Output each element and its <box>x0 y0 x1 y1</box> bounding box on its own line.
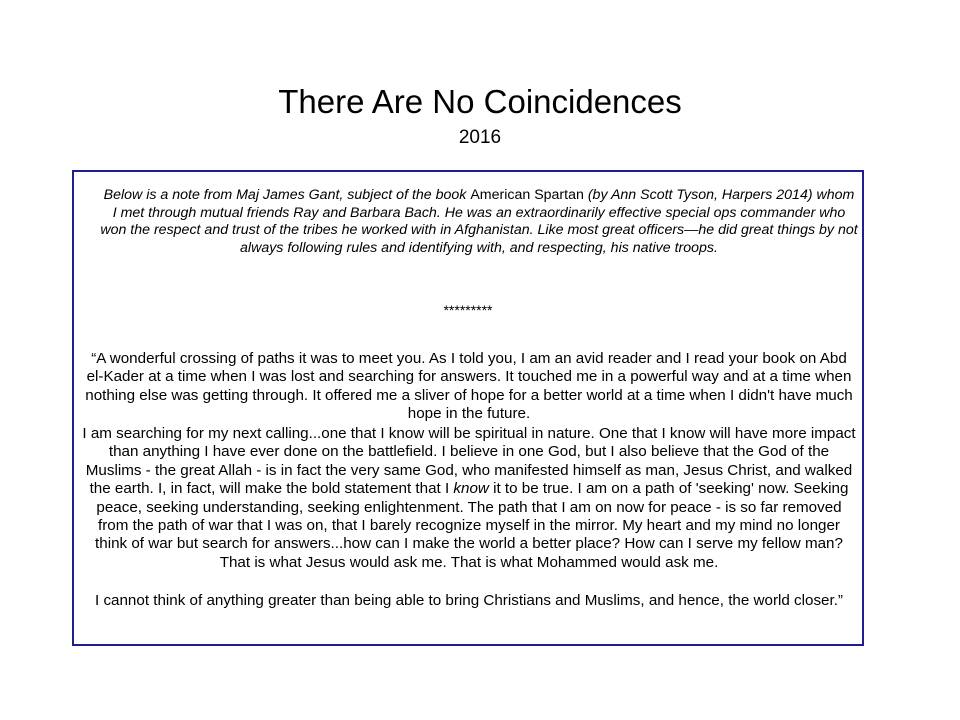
quote-paragraph-1: “A wonderful crossing of paths it was to meet you. As I told you, I am an avid reader and I read your book on Abd el-Kader at a time when I was lost and searching for answers. It touched me in a powerful way and at a time when nothing else was getting through. It offered me a sliver of hope for a better world at a time when I didn't have much hope in the future. <box>85 350 853 423</box>
book-title: American Spartan <box>470 187 584 203</box>
quote-paragraph-2 <box>82 425 856 572</box>
page-title: There Are No Coincidences <box>278 83 682 120</box>
quote-paragraph-3: I cannot think of anything greater than being able to bring Christians and Muslims, and hence, the world closer.” <box>95 592 843 609</box>
quote-p2-after: it to be true. I am on a path of 'seeking' now. Seeking peace, seeking understanding, seeking enlightenment. The path that I am on now for peace - is so far removed from the path of war that I was on, that I barely recognize myself in the mirror. My heart and my mind no longer think of war but search for answers...how can I make the world a better place? How can I serve my fellow man? That is what Jesus would ask me. That is what Mohammed would ask me. <box>95 480 849 571</box>
separator: ********* <box>443 302 493 318</box>
intro-paragraph <box>100 187 858 257</box>
page-subtitle-year: 2016 <box>458 127 502 148</box>
intro-rest-text: (by Ann Scott Tyson, Harpers 2014) whom I met through mutual friends Ray and Barbara Bach. He was an extraordinarily effective special ops commander who won the respect and trust of the tribes he worked with in Afghanistan. Like most great officers—he did great things by not always following rules and identifying with, and respecting, his native troops. <box>100 187 858 256</box>
quote-p2-emphasis: know <box>453 480 489 498</box>
quote-p2-before: I am searching for my next calling...one that I know will be spiritual in nature. One that I know will have more impact than anything I have ever done on the battlefield. I believe in one God, but I also believe that the God of the Muslims - the great Allah - is in fact the very same God, who manifested himself as man, Jesus Christ, and walked the earth. I, in fact, will make the bold statement that I <box>82 425 856 498</box>
intro-lead-text: Below is a note from Maj James Gant, subject of the book <box>103 187 471 203</box>
